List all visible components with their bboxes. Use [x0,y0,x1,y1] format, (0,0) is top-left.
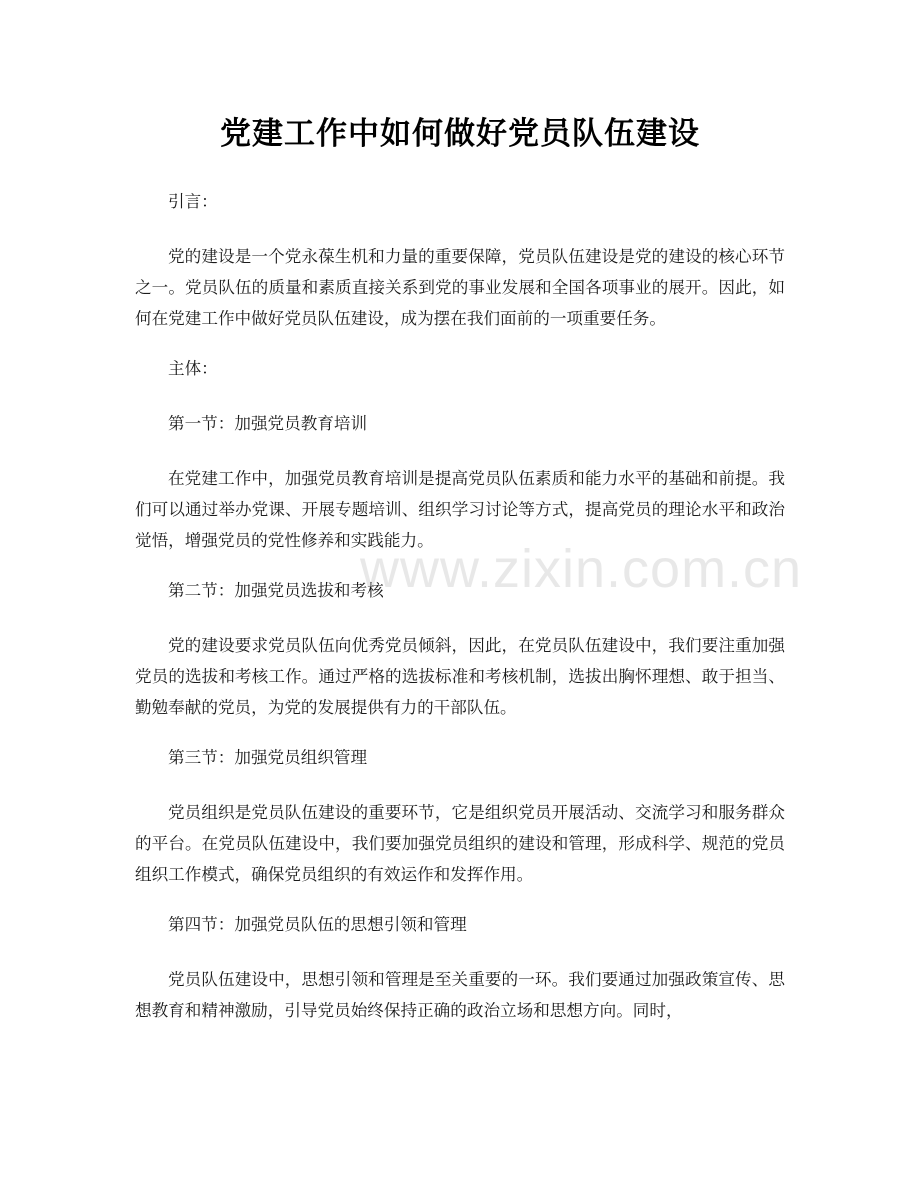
section-heading: 第三节：加强党员组织管理 [168,748,368,767]
body-label: 主体： [168,359,218,378]
document-title: 党建工作中如何做好党员队伍建设 [220,116,700,152]
section-paragraph: 党员队伍建设中，思想引领和管理是至关重要的一环。我们要通过加强政策宣传、思想教育和精神激励，引导党员始终保持正确的政治立场和思想方向。同时， [135,970,785,1020]
document-body [135,186,785,1045]
section-paragraph: 在党建工作中，加强党员教育培训是提高党员队伍素质和能力水平的基础和前提。我们可以通过举办党课、开展专题培训、组织学习讨论等方式，提高党员的理论水平和政治觉悟，增强党员的党性修养和实践能力。 [135,469,785,550]
watermark: www.zixin.com.cn [360,539,803,599]
section-heading: 第二节：加强党员选拔和考核 [168,581,384,600]
intro-label: 引言： [168,192,218,211]
section-paragraph: 党员组织是党员队伍建设的重要环节，它是组织党员开展活动、交流学习和服务群众的平台。在党员队伍建设中，我们要加强党员组织的建设和管理，形成科学、规范的党员组织工作模式，确保党员组织的有效运作和发挥作用。 [135,803,785,884]
section-paragraph: 党的建设要求党员队伍向优秀党员倾斜，因此，在党员队伍建设中，我们要注重加强党员的选拔和考核工作。通过严格的选拔标准和考核机制，选拔出胸怀理想、敢于担当、勤勉奉献的党员，为党的发展提供有力的干部队伍。 [135,636,785,717]
section-heading: 第四节：加强党员队伍的思想引领和管理 [168,915,467,934]
section-heading: 第一节：加强党员教育培训 [168,414,368,433]
intro-paragraph: 党的建设是一个党永葆生机和力量的重要保障，党员队伍建设是党的建设的核心环节之一。党员队伍的质量和素质直接关系到党的事业发展和全国各项事业的展开。因此，如何在党建工作中做好党员队伍建设，成为摆在我们面前的一项重要任务。 [135,247,785,328]
